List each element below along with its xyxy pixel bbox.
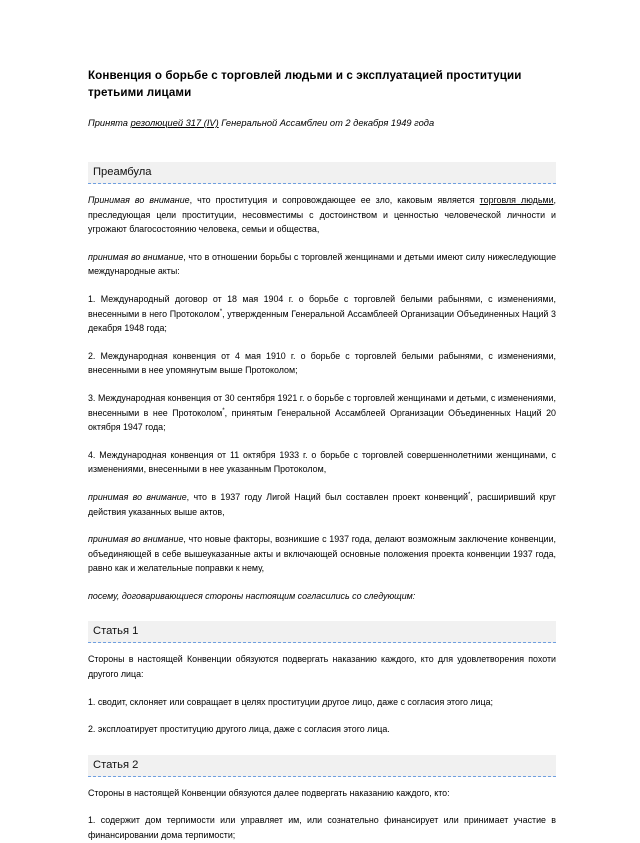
subtitle-prefix: Принята	[88, 118, 131, 128]
paragraph-article1-intro: Стороны в настоящей Конвенции обязуются подвергать наказанию каждого, кто для удовлетворения похоти другого лица:	[88, 654, 556, 680]
paragraph-text: , что новые факторы, возникшие с 1937 года, делают возможным заключение конвенции, объединяющей в себе вышеуказанные акты и включающей основные положения проекта конвенции 1937 года, равно как и желательные поправки к нему,	[88, 534, 556, 574]
list-item-article1-1: 1. сводит, склоняет или совращает в целях проституции другое лицо, даже с согласия этого лица;	[88, 696, 494, 707]
text-after-footnote: , утвержденным Генеральной Ассамблеей Организации Объединенных Наций 3 декабря 1948 года;	[88, 308, 556, 334]
lead-italic: Принимая во внимание	[88, 195, 190, 205]
document-subtitle	[88, 116, 556, 130]
footnote-marker-icon[interactable]: *	[467, 490, 471, 498]
resolution-link[interactable]: резолюцией 317 (IV)	[130, 118, 219, 128]
text-after-link: , преследующая цели проституции, несовместимы с достоинством и ценностью человеческой личности и угрожают благосостоянию человека, семьи и общества,	[88, 195, 556, 235]
paragraph-text: , что в отношении борьбы с торговлей женщинами и детьми имеют силу нижеследующие международные акты:	[88, 251, 556, 277]
paragraph-preamble-4	[88, 532, 556, 576]
section-heading-article-1: Статья 1	[88, 621, 556, 643]
trafficking-link[interactable]: торговля людьми	[479, 195, 554, 205]
section-heading-article-2: Статья 2	[88, 755, 556, 777]
text-after-footnote: , расширивший круг действия указанных выше актов,	[88, 491, 556, 517]
page-title: Конвенция о борьбе с торговлей людьми и с эксплуатацией проституции третьими лицами	[88, 69, 522, 99]
text-before-footnote: , что в 1937 году Лигой Наций был составлен проект конвенций	[186, 491, 468, 502]
section-heading-preamble: Преамбула	[88, 162, 556, 184]
list-item-article1-2: 2. эксплоатирует проституцию другого лица, даже с согласия этого лица.	[88, 724, 390, 735]
paragraph-preamble-3	[88, 490, 556, 519]
paragraph-article2-intro: Стороны в настоящей Конвенции обязуются далее подвергать наказанию каждого, кто:	[88, 787, 450, 798]
list-item-preamble-2: 2. Международная конвенция от 4 мая 1910 г. о борьбе с торговлей белыми рабынями, с изменениями, внесенными в нее упомянутым выше Протоколом;	[88, 350, 556, 376]
list-item-preamble-1	[88, 292, 556, 336]
lead-italic: принимая во внимание	[88, 534, 184, 545]
list-item-article2-1: 1. содержит дом терпимости или управляет им, или сознательно финансирует или принимает участие в финансировании дома терпимости;	[88, 815, 556, 841]
text-after-footnote: , принятым Генеральной Ассамблеей Организации Объединенных Наций 20 октября 1947 года;	[88, 407, 556, 433]
footnote-marker-icon[interactable]: *	[219, 307, 223, 315]
list-item-preamble-4: 4. Международная конвенция от 11 октября 1933 г. о борьбе с торговлей совершеннолетними женщинами, с изменениями, внесенными в нее указанным Протоколом,	[88, 449, 556, 475]
subtitle-suffix: Генеральной Ассамблеи от 2 декабря 1949 года	[218, 118, 435, 128]
paragraph-preamble-1	[88, 193, 556, 237]
text-before-footnote: 1. Международный договор от 18 мая 1904 г. о борьбе с торговлей белыми рабынями, с изменениями, внесенными в него Протоколом	[88, 293, 556, 319]
paragraph-preamble-5: посему, договаривающиеся стороны настоящим согласились со следующим:	[88, 590, 416, 601]
list-item-preamble-3	[88, 391, 556, 435]
paragraph-preamble-2	[88, 250, 556, 279]
footnote-marker-icon[interactable]: *	[222, 406, 225, 414]
text-before-footnote: 3. Международная конвенция от 30 сентября 1921 г. о борьбе с торговлей женщинами и детьми, с изменениями, внесенными в нее Протоколом	[88, 392, 556, 418]
lead-italic: принимая во внимание	[88, 491, 187, 502]
lead-italic: принимая во внимание	[88, 251, 184, 262]
text-before-link: , что проституция и сопровождающее ее зло, каковым является	[189, 195, 480, 205]
